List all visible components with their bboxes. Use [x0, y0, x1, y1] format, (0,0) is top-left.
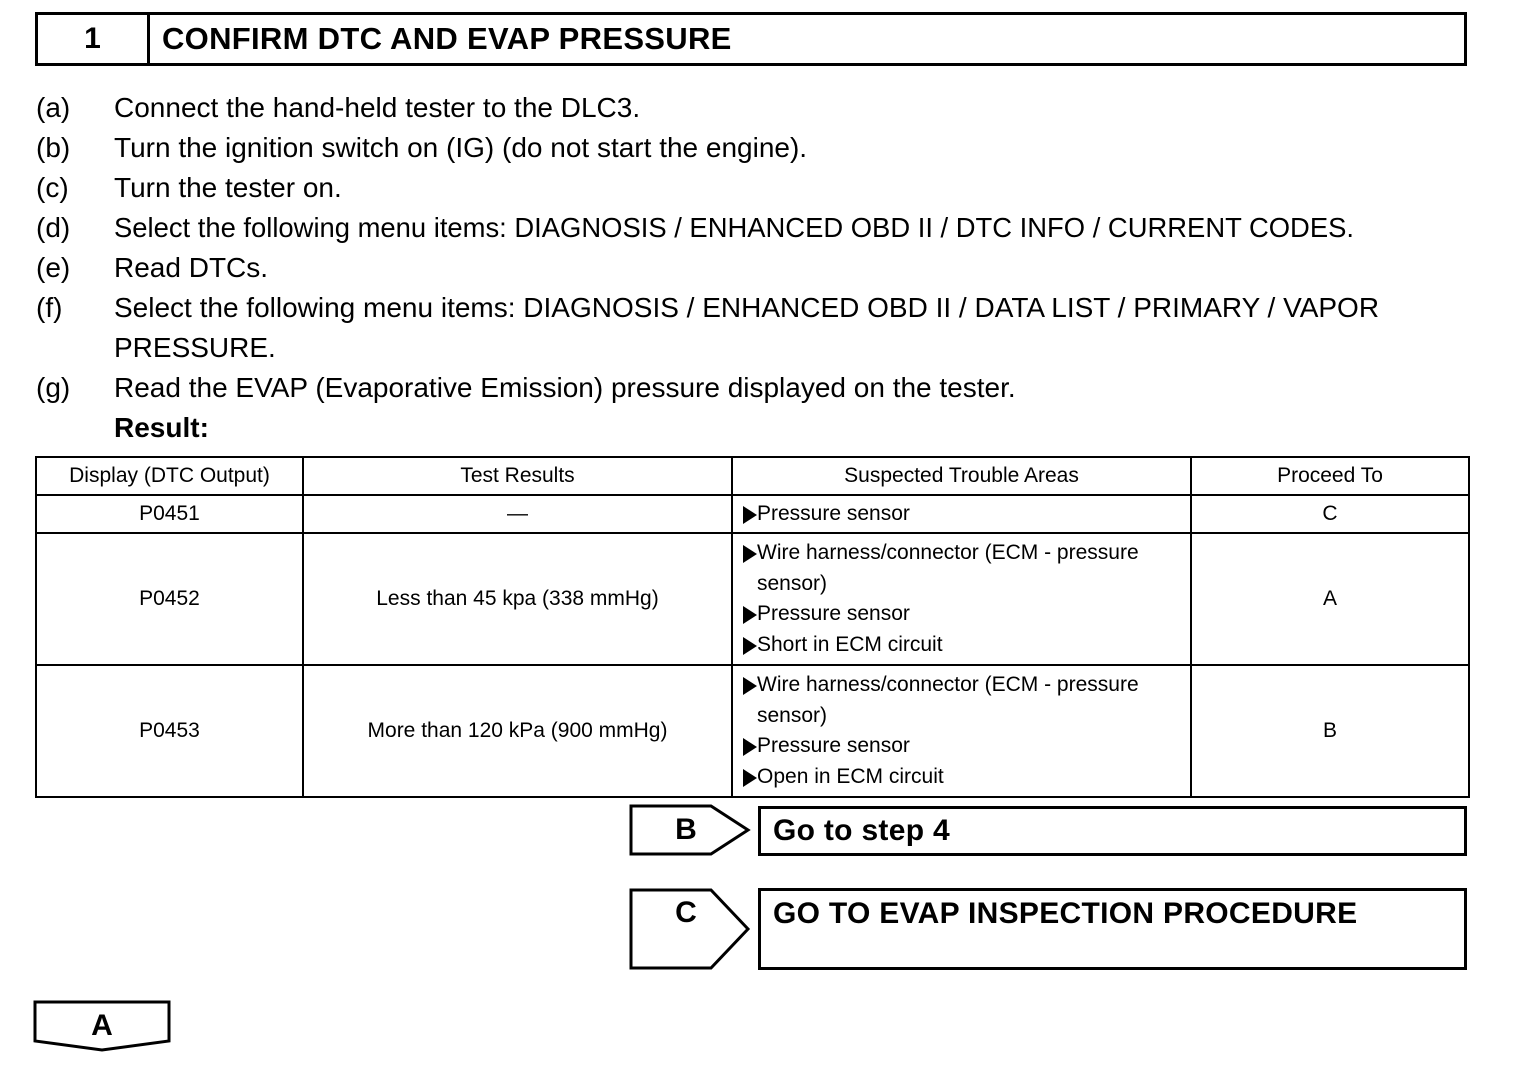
- step-label: (d): [36, 212, 71, 243]
- result-label: Result:: [114, 412, 209, 443]
- step-label: (f): [36, 292, 63, 323]
- step-title: CONFIRM DTC AND EVAP PRESSURE: [162, 21, 732, 56]
- branch-a-label: A: [91, 1009, 113, 1042]
- column-header: Test Results: [303, 457, 732, 495]
- column-header: Suspected Trouble Areas: [732, 457, 1191, 495]
- trouble-area-item: Pressure sensor: [743, 499, 1182, 530]
- test-result-cell: More than 120 kPa (900 mmHg): [303, 665, 732, 797]
- step-number: 1: [38, 15, 150, 63]
- test-result-cell: —: [303, 495, 732, 533]
- trouble-area-item: Open in ECM circuit: [743, 762, 1182, 793]
- step-label: (e): [36, 252, 71, 283]
- step-text: Select the following menu items: DIAGNOSIS / ENHANCED OBD II / DTC INFO / CURRENT CODES.: [114, 212, 1354, 243]
- step-text: Connect the hand-held tester to the DLC3.: [114, 92, 641, 123]
- step-text: Read DTCs.: [114, 252, 269, 283]
- step-label: (c): [36, 172, 69, 203]
- trouble-area-item: Pressure sensor: [743, 731, 1182, 762]
- column-header: Proceed To: [1191, 457, 1469, 495]
- proceed-cell: A: [1191, 533, 1469, 665]
- dtc-cell: P0453: [36, 665, 303, 797]
- proceed-cell: C: [1191, 495, 1469, 533]
- proceed-cell: B: [1191, 665, 1469, 797]
- step-text: Read the EVAP (Evaporative Emission) pressure displayed on the tester.: [114, 372, 1016, 403]
- test-result-cell: Less than 45 kpa (338 mmHg): [303, 533, 732, 665]
- step-text: Select the following menu items: DIAGNOSIS / ENHANCED OBD II / DATA LIST / PRIMARY / VAPOR PRESSURE.: [114, 292, 1380, 363]
- step-text: Turn the tester on.: [114, 172, 342, 203]
- branch-c-label: C: [675, 896, 697, 929]
- trouble-area-item: Wire harness/connector (ECM - pressure sensor): [743, 670, 1182, 731]
- trouble-area-item: Short in ECM circuit: [743, 630, 1182, 661]
- step-text: Turn the ignition switch on (IG) (do not start the engine).: [114, 132, 808, 163]
- dtc-cell: P0452: [36, 533, 303, 665]
- trouble-area-item: Pressure sensor: [743, 599, 1182, 630]
- step-label: (a): [36, 92, 71, 123]
- branch-b-destination: Go to step 4: [758, 806, 1467, 856]
- dtc-cell: P0451: [36, 495, 303, 533]
- trouble-area-item: Wire harness/connector (ECM - pressure sensor): [743, 538, 1182, 599]
- column-header: Display (DTC Output): [36, 457, 303, 495]
- branch-c-destination: GO TO EVAP INSPECTION PROCEDURE: [758, 888, 1467, 970]
- branch-b-label: B: [675, 813, 697, 846]
- step-label: (g): [36, 372, 71, 403]
- step-label: (b): [36, 132, 71, 163]
